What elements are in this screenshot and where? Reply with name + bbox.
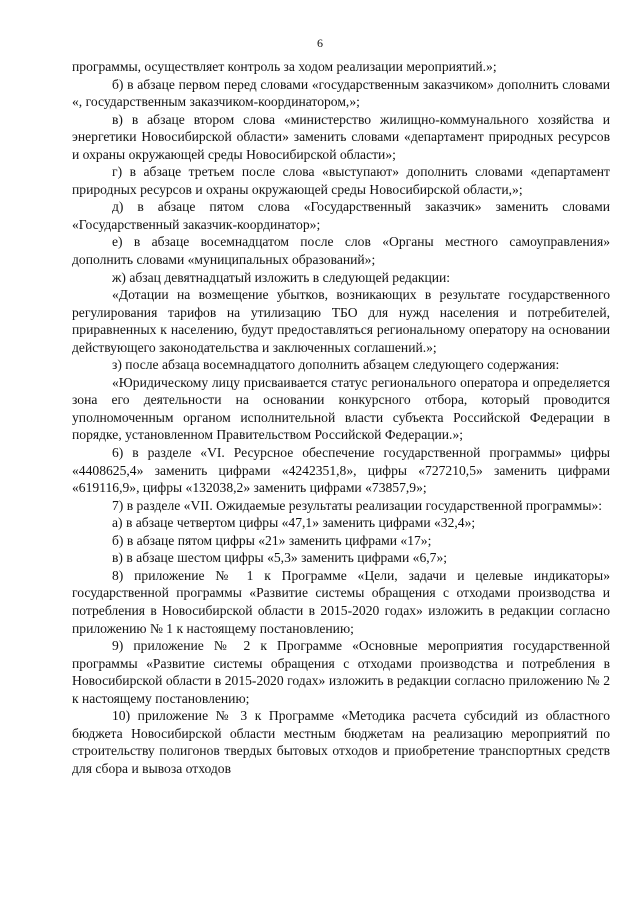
paragraph-item-7b: б) в абзаце пятом цифры «21» заменить цифрами «17»; (112, 532, 432, 548)
paragraph-item-7v: в) в абзаце шестом цифры «5,3» заменить цифрами «6,7»; (112, 550, 448, 566)
paragraph-item-z: з) после абзаца восемнадцатого дополнить абзацем следующего содержания: (112, 357, 560, 373)
paragraph-quote-subsidies: «Дотации на возмещение убытков, возникающих в результате государственного регулирования тарифов на утилизацию ТБО для нужд населения и потребителей, приравненных к населению, будут предоставляться региональному оператору на основании действующего законодательства и заключенных соглашений.»; (72, 287, 610, 355)
paragraph-quote-operator: «Юридическому лицу присваивается статус регионального оператора и определяется зона его деятельности на основании конкурсного отбора, который проводится уполномоченным органом исполнительной власти субъекта Российской Федерации в порядке, установленном Правительством Российской Федерации.»; (72, 374, 610, 443)
paragraph-item-8: 8) приложение № 1 к Программе «Цели, задачи и целевые индикаторы» государственной программы «Развитие системы обращения с отходами производства и потребления в Новосибирской области в 2015-2020 годах» изложить в редакции согласно приложению № 1 к настоящему постановлению; (72, 567, 610, 636)
paragraph-item-zh: ж) абзац девятнадцатый изложить в следующей редакции: (112, 269, 451, 285)
paragraph-item-e: е) в абзаце восемнадцатом после слов «Органы местного самоуправления» дополнить словами «муниципальных образований»; (72, 234, 610, 268)
document-body (72, 58, 610, 777)
paragraph-item-7: 7) в разделе «VII. Ожидаемые результаты реализации государственной программы»: (112, 497, 603, 513)
paragraph-item-7a: а) в абзаце четвертом цифры «47,1» заменить цифрами «32,4»; (112, 515, 476, 531)
page-number: 6 (317, 36, 323, 50)
paragraph-continuation: программы, осуществляет контроль за ходом реализации мероприятий.»; (72, 59, 497, 74)
paragraph-item-v: в) в абзаце втором слова «министерство жилищно-коммунального хозяйства и энергетики Новосибирской области» заменить словами «департамент природных ресурсов и охраны окружающей среды Новосибирской области»; (72, 111, 610, 162)
paragraph-item-b: б) в абзаце первом перед словами «государственным заказчиком» дополнить словами «, государственным заказчиком-координатором,»; (72, 76, 610, 110)
paragraph-item-g: г) в абзаце третьем после слова «выступают» дополнить словами «департамент природных ресурсов и охраны окружающей среды Новосибирской области,»; (72, 164, 610, 197)
paragraph-item-10: 10) приложение № 3 к Программе «Методика расчета субсидий из областного бюджета Новосибирской области местным бюджетам на реализацию мероприятий по строительству полигонов твердых бытовых отходов и приобретение транспортных средств для сбора и вывоза отходов (72, 708, 610, 776)
paragraph-item-9: 9) приложение № 2 к Программе «Основные мероприятия государственной программы «Развитие системы обращения с отходами производства и потребления в Новосибирской области в 2015-2020 годах» изложить в редакции согласно приложению № 2 к настоящему постановлению; (72, 638, 610, 706)
paragraph-item-d: д) в абзаце пятом слова «Государственный заказчик» заменить словами «Государственный заказчик-координатор»; (72, 199, 610, 232)
paragraph-item-6: 6) в разделе «VI. Ресурсное обеспечение государственной программы» цифры «4408625,4» заменить цифрами «4242351,8», цифры «727210,5» заменить цифрами «619116,9», цифры «132038,2» заменить цифрами «73857,9»; (72, 445, 610, 496)
